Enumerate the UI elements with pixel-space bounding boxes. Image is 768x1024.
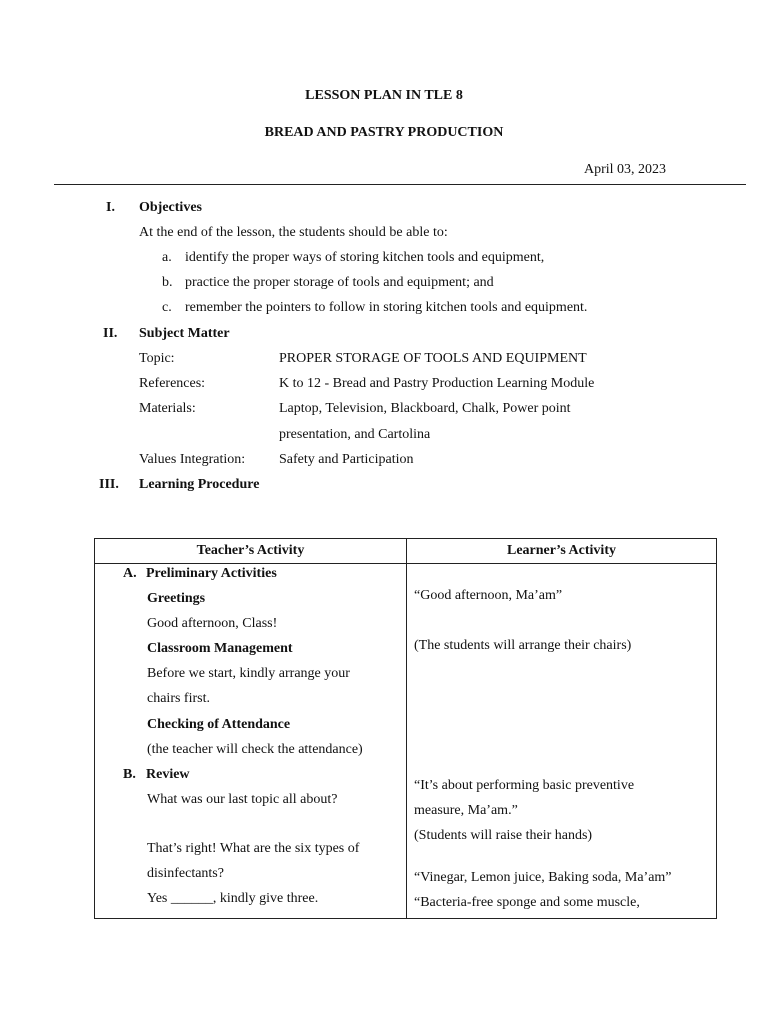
learner-disinfectant-reply-2: “Bacteria-free sponge and some muscle, <box>414 895 640 910</box>
greetings-heading: Greetings <box>147 591 206 606</box>
learner-column-header: Learner’s Activity <box>407 539 717 564</box>
review-question: What was our last topic all about? <box>147 792 338 807</box>
objectives-numeral: I. <box>106 200 115 215</box>
materials-value: Laptop, Television, Blackboard, Chalk, Power point <box>279 401 571 416</box>
objectives-intro: At the end of the lesson, the students should be able to: <box>139 225 448 240</box>
greetings-text: Good afternoon, Class! <box>147 616 278 631</box>
attendance-heading: Checking of Attendance <box>147 717 291 732</box>
procedure-heading: Learning Procedure <box>139 477 260 492</box>
section-b-heading: Review <box>146 767 190 782</box>
section-a-letter: A. <box>123 566 137 581</box>
classroom-management-line-2: chairs first. <box>147 691 210 706</box>
learner-hands-reply: (Students will raise their hands) <box>414 828 593 843</box>
objective-item-b: practice the proper storage of tools and equipment; and <box>185 275 494 290</box>
objective-item-c: remember the pointers to follow in storing kitchen tools and equipment. <box>185 300 588 315</box>
values-integration-value: Safety and Participation <box>279 452 414 467</box>
learner-arrange-reply: (The students will arrange their chairs) <box>414 638 632 653</box>
objectives-heading: Objectives <box>139 200 202 215</box>
header-divider <box>54 184 746 185</box>
lesson-date: April 03, 2023 <box>584 162 667 177</box>
section-a-heading: Preliminary Activities <box>146 566 277 581</box>
table-header-row <box>95 539 717 564</box>
learner-greeting-reply: “Good afternoon, Ma’am” <box>414 588 563 603</box>
objective-letter-c: c. <box>162 300 172 315</box>
learner-activity-cell <box>407 564 717 919</box>
topic-label: Topic: <box>139 351 175 366</box>
objective-item-a: identify the proper ways of storing kitchen tools and equipment, <box>185 250 545 265</box>
classroom-management-line-1: Before we start, kindly arrange your <box>147 666 350 681</box>
activities-table <box>94 538 717 919</box>
learner-topic-reply-2: measure, Ma’am.” <box>414 803 518 818</box>
attendance-text: (the teacher will check the attendance) <box>147 742 363 757</box>
document-subtitle: BREAD AND PASTRY PRODUCTION <box>264 125 504 140</box>
teacher-activity-cell <box>95 564 407 919</box>
review-line-1: That’s right! What are the six types of <box>147 841 360 856</box>
procedure-numeral: III. <box>99 477 119 492</box>
section-b-letter: B. <box>123 767 136 782</box>
objective-letter-b: b. <box>162 275 173 290</box>
learner-disinfectant-reply-1: “Vinegar, Lemon juice, Baking soda, Ma’am” <box>414 870 672 885</box>
topic-value: PROPER STORAGE OF TOOLS AND EQUIPMENT <box>279 351 587 366</box>
references-label: References: <box>139 376 206 391</box>
objective-letter-a: a. <box>162 250 172 265</box>
subject-matter-heading: Subject Matter <box>139 326 230 341</box>
review-line-3: Yes ______, kindly give three. <box>147 891 319 906</box>
subject-matter-numeral: II. <box>103 326 118 341</box>
teacher-column-header: Teacher’s Activity <box>95 539 407 564</box>
materials-value-continued: presentation, and Cartolina <box>279 427 431 442</box>
values-integration-label: Values Integration: <box>139 452 246 467</box>
materials-label: Materials: <box>139 401 196 416</box>
review-line-2: disinfectants? <box>147 866 224 881</box>
table-row <box>95 564 717 919</box>
references-value: K to 12 - Bread and Pastry Production Learning Module <box>279 376 595 391</box>
learner-topic-reply-1: “It’s about performing basic preventive <box>414 778 635 793</box>
classroom-management-heading: Classroom Management <box>147 641 293 656</box>
document-title: LESSON PLAN IN TLE 8 <box>305 88 463 103</box>
